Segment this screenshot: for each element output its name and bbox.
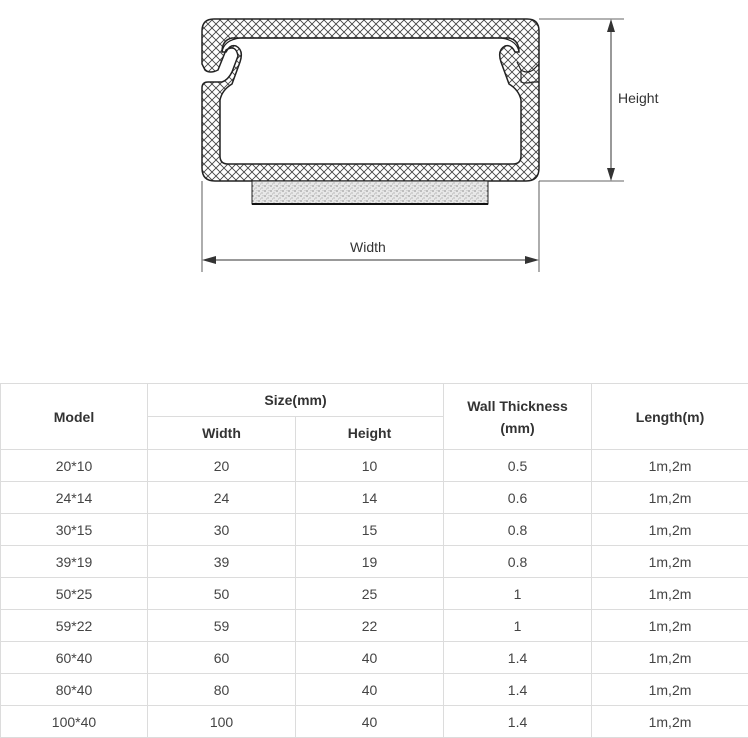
trunking-cross-section-diagram — [0, 0, 748, 290]
cell-length: 1m,2m — [592, 610, 748, 642]
table-row — [1, 706, 748, 738]
width-label: Width — [350, 239, 386, 255]
cell-width: 100 — [148, 706, 296, 738]
header-wall-thickness-line1: Wall Thickness — [444, 395, 591, 417]
cell-wall: 0.6 — [444, 482, 592, 514]
height-label: Height — [618, 90, 659, 106]
cell-length: 1m,2m — [592, 674, 748, 706]
cell-height: 10 — [296, 450, 444, 482]
cell-wall: 1.4 — [444, 674, 592, 706]
table-row — [1, 642, 748, 674]
cell-model: 20*10 — [1, 450, 148, 482]
cell-wall: 0.8 — [444, 546, 592, 578]
cell-wall: 0.8 — [444, 514, 592, 546]
cell-length: 1m,2m — [592, 514, 748, 546]
cell-model: 39*19 — [1, 546, 148, 578]
header-size: Size(mm) — [148, 384, 444, 417]
cell-height: 40 — [296, 706, 444, 738]
header-height: Height — [296, 417, 444, 450]
cell-width: 20 — [148, 450, 296, 482]
cell-wall: 1 — [444, 610, 592, 642]
header-length: Length(m) — [592, 384, 748, 450]
header-wall-thickness-line2: (mm) — [444, 417, 591, 439]
cell-length: 1m,2m — [592, 706, 748, 738]
cell-model: 24*14 — [1, 482, 148, 514]
cell-wall: 1.4 — [444, 706, 592, 738]
cell-length: 1m,2m — [592, 578, 748, 610]
cell-height: 19 — [296, 546, 444, 578]
adhesive-tape — [252, 181, 488, 204]
table-row — [1, 546, 748, 578]
cell-height: 14 — [296, 482, 444, 514]
cell-width: 24 — [148, 482, 296, 514]
cell-model: 80*40 — [1, 674, 148, 706]
cell-model: 100*40 — [1, 706, 148, 738]
cell-width: 30 — [148, 514, 296, 546]
cell-height: 40 — [296, 674, 444, 706]
header-width: Width — [148, 417, 296, 450]
cell-wall: 0.5 — [444, 450, 592, 482]
cell-length: 1m,2m — [592, 546, 748, 578]
header-wall-thickness — [444, 384, 592, 450]
cell-height: 15 — [296, 514, 444, 546]
channel-wall — [202, 19, 539, 181]
cell-width: 80 — [148, 674, 296, 706]
cell-model: 59*22 — [1, 610, 148, 642]
cell-length: 1m,2m — [592, 642, 748, 674]
cell-model: 30*15 — [1, 514, 148, 546]
cell-width: 59 — [148, 610, 296, 642]
cell-wall: 1.4 — [444, 642, 592, 674]
cell-length: 1m,2m — [592, 482, 748, 514]
cell-width: 39 — [148, 546, 296, 578]
table-row — [1, 482, 748, 514]
table-row — [1, 610, 748, 642]
cell-height: 40 — [296, 642, 444, 674]
specification-table — [0, 383, 748, 738]
cell-wall: 1 — [444, 578, 592, 610]
cell-height: 25 — [296, 578, 444, 610]
cell-model: 50*25 — [1, 578, 148, 610]
table-row — [1, 514, 748, 546]
cell-width: 60 — [148, 642, 296, 674]
table-row — [1, 578, 748, 610]
cell-model: 60*40 — [1, 642, 148, 674]
table-row — [1, 450, 748, 482]
cell-length: 1m,2m — [592, 450, 748, 482]
cell-height: 22 — [296, 610, 444, 642]
table-row — [1, 674, 748, 706]
cell-width: 50 — [148, 578, 296, 610]
header-model: Model — [1, 384, 148, 450]
